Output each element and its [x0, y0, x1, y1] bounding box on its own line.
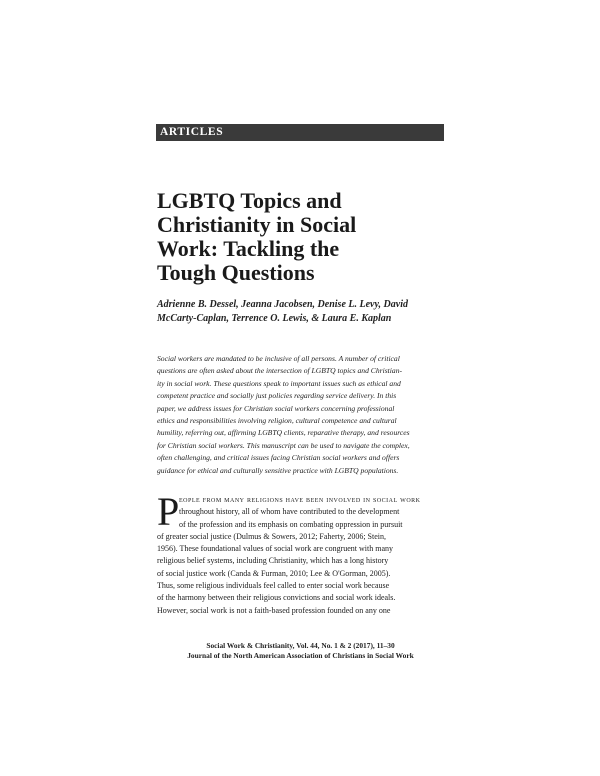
footer-citation: Social Work & Christianity, Vol. 44, No. 1 & 2 (2017), 11–30	[206, 641, 395, 650]
article-title	[157, 189, 447, 285]
body-line: of the harmony between their religious convictions and social work ideals.	[157, 593, 396, 603]
abstract	[157, 353, 444, 477]
body-line: of greater social justice (Dulmus & Sowers, 2012; Faherty, 2006; Stein,	[157, 531, 386, 541]
author-line: Adrienne B. Dessel, Jeanna Jacobsen, Denise L. Levy, David	[157, 299, 408, 310]
abstract-line: competent practice and socially just policies regarding service delivery. In this	[157, 391, 397, 401]
body-line: Thus, some religious individuals feel called to enter social work because	[157, 581, 390, 591]
abstract-line: often challenging, and critical issues facing Christian social workers and offers	[157, 453, 400, 463]
small-caps-lead: eople from many religions have been involved in social work	[179, 495, 421, 504]
abstract-line: guidance for ethical and culturally sensitive practice with LGBTQ populations.	[157, 465, 399, 475]
abstract-line: ity in social work. These questions speak to important issues such as ethical and	[157, 378, 401, 388]
body-line: throughout history, all of whom have contributed to the development	[179, 507, 400, 517]
body-line: 1956). These foundational values of social work are congruent with many	[157, 544, 394, 554]
body-paragraph	[157, 489, 447, 617]
body-line: of social justice work (Canda & Furman, 2010; Lee & O'Gorman, 2005).	[157, 568, 391, 578]
abstract-line: humility, referring out, affirming LGBTQ clients, reparative therapy, and resources	[157, 428, 410, 438]
abstract-line: ethics and responsibilities involving religion, cultural competence and cultural	[157, 416, 397, 426]
journal-footer	[157, 641, 444, 661]
abstract-line: Social workers are mandated to be inclusive of all persons. A number of critical	[157, 354, 400, 363]
footer-journal: Journal of the North American Association of Christians in Social Work	[187, 651, 414, 660]
section-label: ARTICLES	[156, 124, 444, 141]
body-line: religious belief systems, including Christianity, which has a long history	[157, 556, 389, 566]
drop-cap: P	[157, 489, 180, 534]
body-line-first	[157, 494, 447, 506]
abstract-line: paper, we address issues for Christian social workers concerning professional	[157, 403, 395, 413]
body-line: of the profession and its emphasis on combating oppression in pursuit	[179, 519, 403, 529]
abstract-line: for Christian social workers. This manuscript can be used to navigate the complex,	[157, 440, 410, 450]
abstract-line: questions are often asked about the intersection of LGBTQ topics and Christian-	[157, 366, 403, 376]
title-line: LGBTQ Topics and	[157, 188, 342, 213]
title-line: Christianity in Social	[157, 212, 357, 237]
title-line: Tough Questions	[157, 260, 315, 285]
body-line: However, social work is not a faith-based profession founded on any one	[157, 605, 391, 615]
author-line: McCarty-Caplan, Terrence O. Lewis, & Laura E. Kaplan	[157, 313, 392, 324]
author-list	[157, 298, 447, 326]
title-line: Work: Tackling the	[157, 236, 340, 261]
